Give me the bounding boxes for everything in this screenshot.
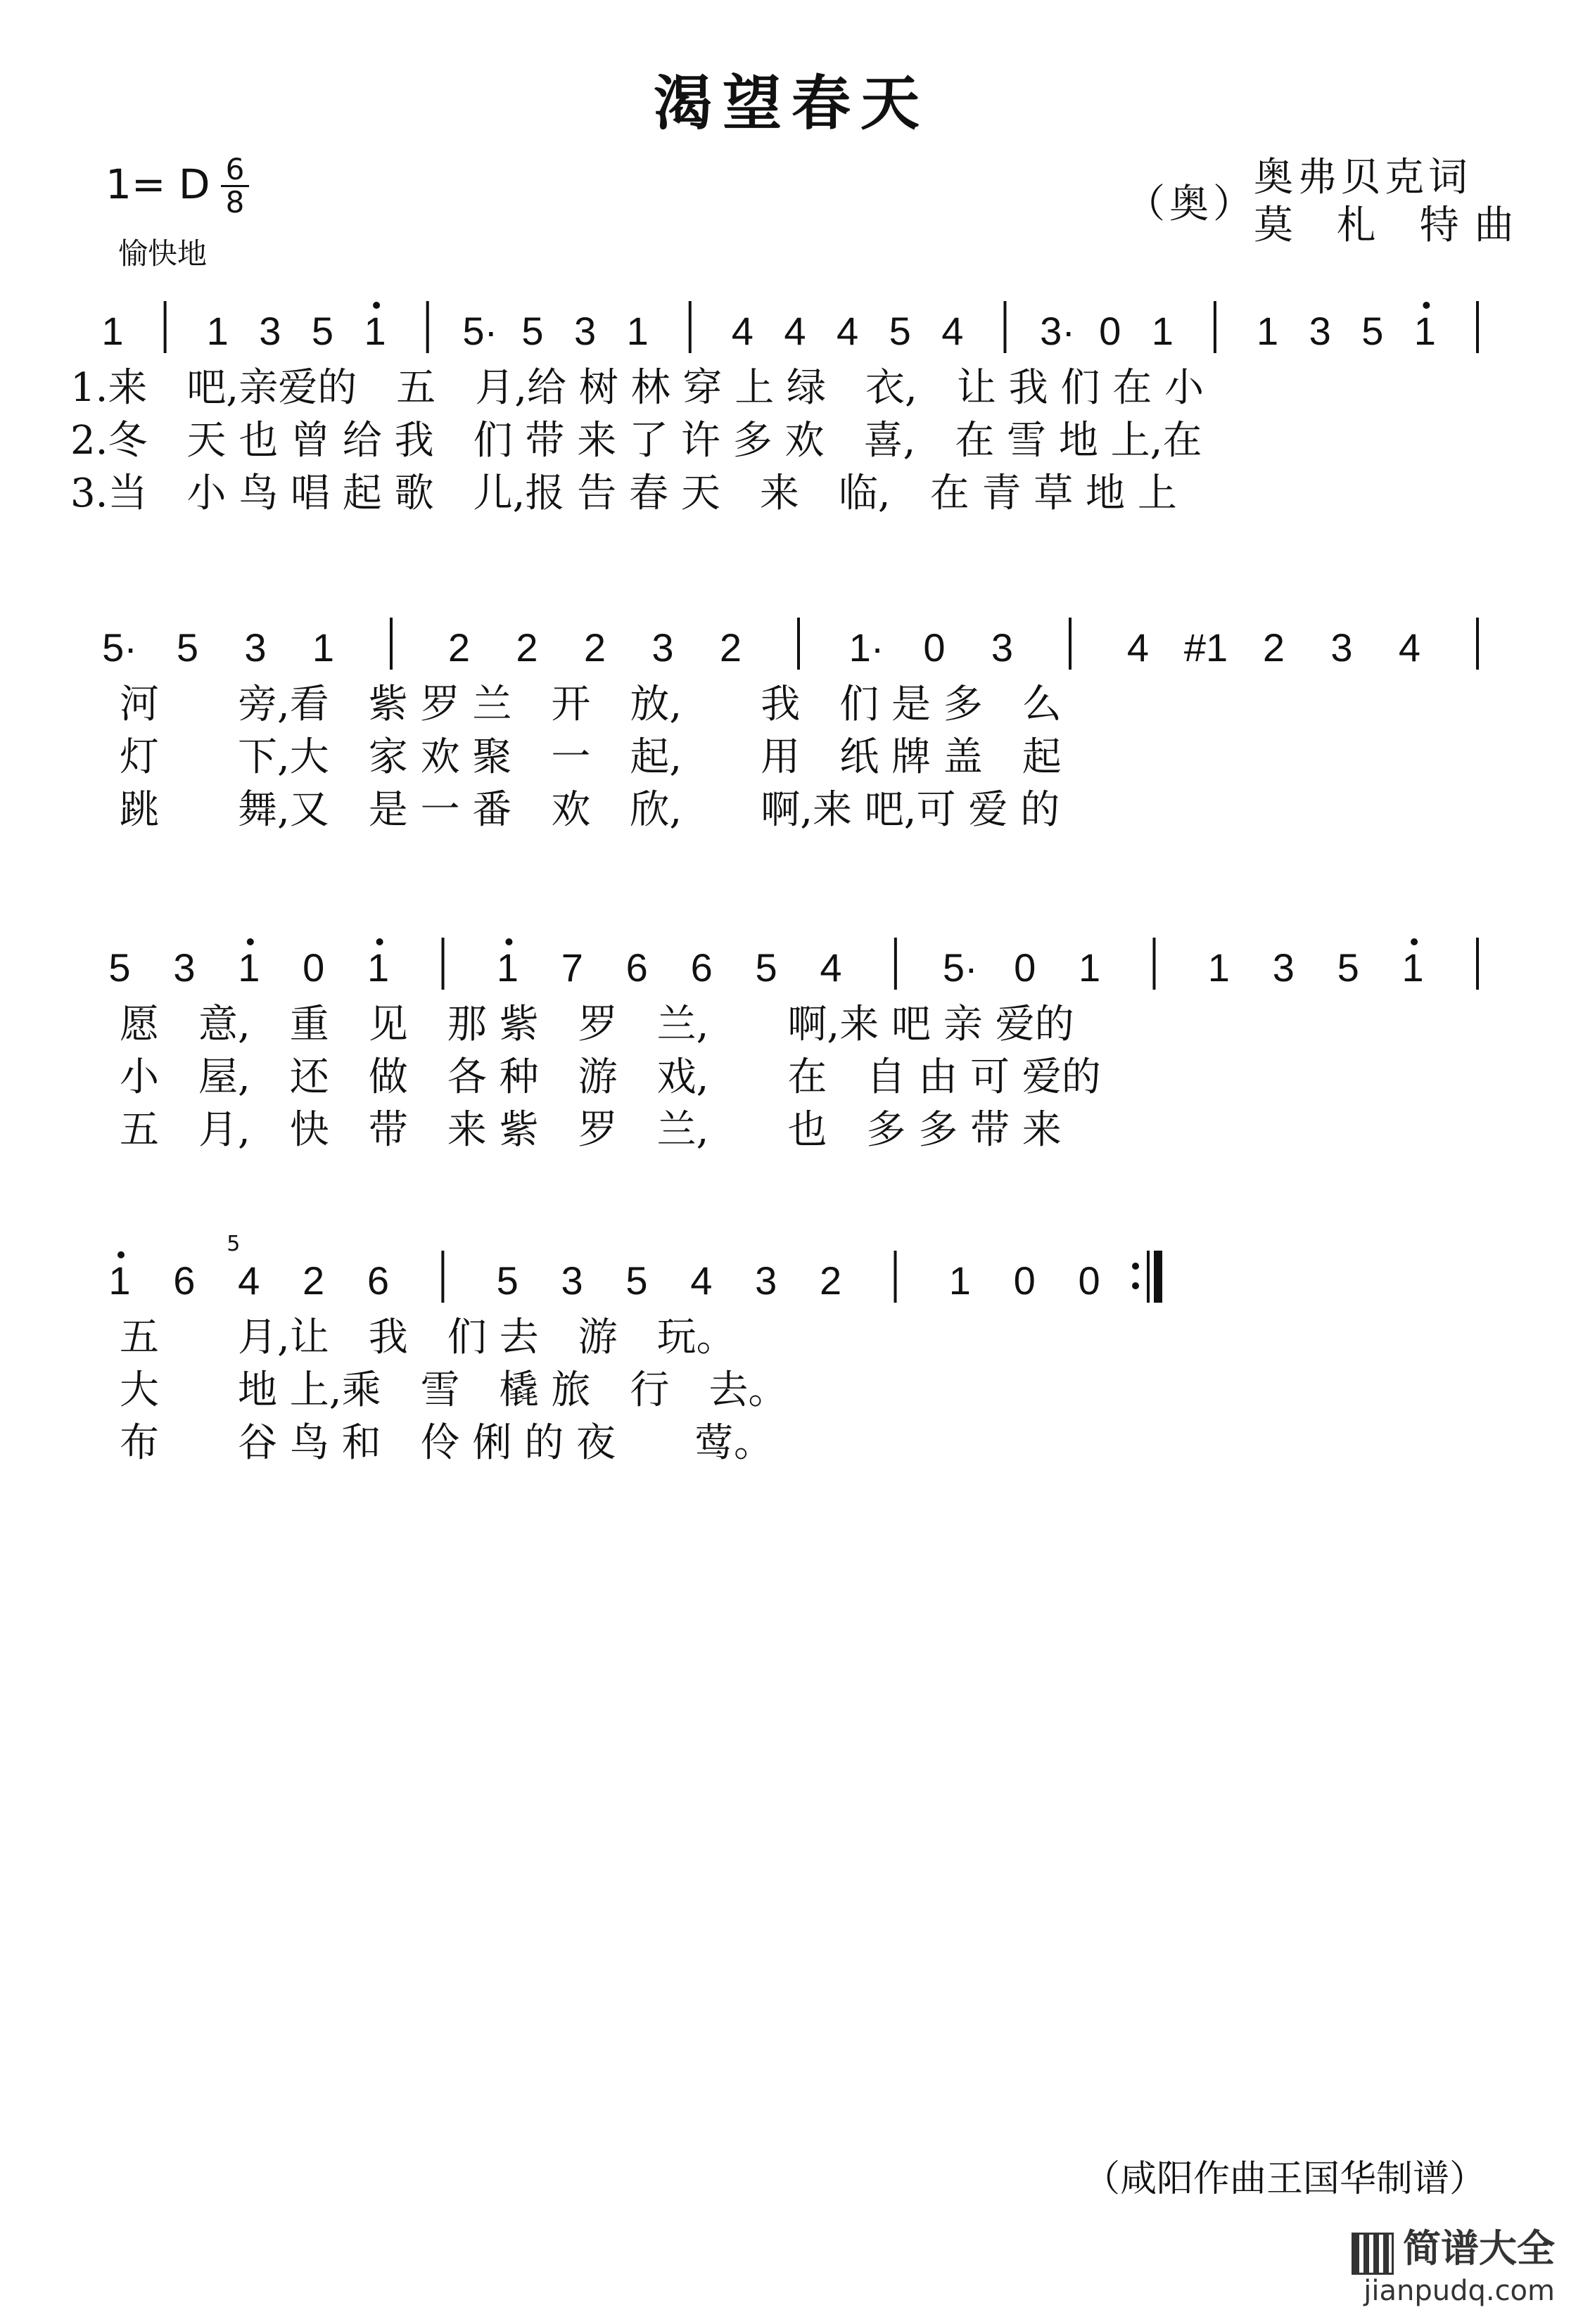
note: 1 bbox=[364, 309, 386, 353]
note: 7 bbox=[561, 945, 583, 990]
note: 3 bbox=[173, 945, 196, 990]
grace-note: 5 bbox=[227, 1232, 241, 1256]
note: 5· bbox=[102, 625, 137, 670]
note: 3 bbox=[991, 625, 1014, 670]
meter-top: 6 bbox=[225, 152, 245, 186]
lyric-line: 3.当 小 鸟 唱 起 歌 儿,报 告 春 天 来 临, 在 青 草 地 上 bbox=[70, 471, 1177, 516]
lyric-line: 灯 下,大 家 欢 聚 一 起, 用 纸 牌 盖 起 bbox=[120, 734, 1062, 780]
note: 5 bbox=[108, 945, 131, 990]
note: 5 bbox=[889, 309, 911, 353]
note: 5 bbox=[311, 309, 334, 353]
transcriber-credit: （咸阳作曲王国华制谱） bbox=[1083, 2158, 1487, 2200]
watermark-url: jianpudq.com bbox=[1363, 2275, 1555, 2307]
note: 3 bbox=[561, 1258, 583, 1303]
note: 2 bbox=[719, 625, 742, 670]
lyric-line: 五 月,让 我 们 去 游 玩。 bbox=[120, 1315, 736, 1360]
note: 1 bbox=[101, 309, 124, 353]
tempo-marking: 愉快地 bbox=[118, 236, 208, 271]
high-octave-dot bbox=[373, 302, 380, 309]
song-title: 渴望春天 bbox=[653, 68, 929, 138]
note: 4 bbox=[1126, 625, 1150, 670]
note: 4 bbox=[820, 945, 842, 990]
lyric-line: 布 谷 鸟 和 伶 俐 的 夜 莺。 bbox=[120, 1420, 774, 1466]
note: 1 bbox=[1151, 309, 1174, 353]
meter-bottom: 8 bbox=[225, 185, 245, 219]
note: 5 bbox=[1361, 309, 1384, 353]
note: 4 bbox=[941, 309, 964, 353]
note: 0 bbox=[1013, 1258, 1036, 1303]
lyric-line: 大 地 上,乘 雪 橇 旅 行 去。 bbox=[120, 1367, 788, 1413]
note: 1 bbox=[238, 945, 260, 990]
note: 1 bbox=[1207, 945, 1230, 990]
high-octave-dot bbox=[247, 938, 254, 945]
high-octave-dot bbox=[376, 938, 383, 945]
note: 3 bbox=[573, 309, 597, 353]
note: 5 bbox=[521, 309, 544, 353]
composer-credit: 莫 札 特曲 bbox=[1254, 203, 1530, 248]
note: 1 bbox=[1078, 945, 1101, 990]
repeat-dot bbox=[1132, 1282, 1139, 1289]
note: 5 bbox=[496, 1258, 519, 1303]
lyric-line: 1.来 吧,亲爱的 五 月,给 树 林 穿 上 绿 衣, 让 我 们 在 小 bbox=[70, 365, 1204, 411]
note: 1· bbox=[848, 625, 884, 670]
lyric-line: 小 屋, 还 做 各 种 游 戏, 在 自 由 可 爱的 bbox=[120, 1054, 1101, 1100]
lyricist-credit: 奥弗贝克词 bbox=[1254, 155, 1472, 200]
high-octave-dot bbox=[1411, 938, 1418, 945]
note: 1 bbox=[367, 945, 390, 990]
note: 1 bbox=[1401, 945, 1424, 990]
note: 1 bbox=[1256, 309, 1279, 353]
note: 4 bbox=[837, 309, 859, 353]
note: 6 bbox=[625, 945, 648, 990]
lyric-line: 2.冬 天 也 曾 给 我 们 带 来 了 许 多 欢 喜, 在 雪 地 上,在 bbox=[70, 418, 1202, 464]
note: 4 bbox=[731, 309, 754, 353]
note: 1 bbox=[108, 1258, 131, 1303]
note: 5· bbox=[462, 309, 498, 353]
repeat-dot bbox=[1132, 1263, 1139, 1270]
lyric-line: 河 旁,看 紫 罗 兰 开 放, 我 们 是 多 么 bbox=[120, 682, 1062, 727]
note: 3 bbox=[651, 625, 674, 670]
note: 1 bbox=[312, 625, 335, 670]
note: 4 bbox=[1398, 625, 1421, 670]
high-octave-dot bbox=[1423, 302, 1430, 309]
watermark-name: 简谱大全 bbox=[1403, 2226, 1555, 2271]
note: 1 bbox=[626, 309, 649, 353]
lyric-line: 五 月, 快 带 来 紫 罗 兰, 也 多 多 带 来 bbox=[120, 1107, 1062, 1153]
note: 0 bbox=[1014, 945, 1036, 990]
note: 6 bbox=[173, 1258, 196, 1303]
note: 3 bbox=[1272, 945, 1295, 990]
note: 4 bbox=[784, 309, 806, 353]
note: 3 bbox=[1330, 625, 1353, 670]
note: 2 bbox=[1262, 625, 1285, 670]
note: 5 bbox=[625, 1258, 648, 1303]
note: 2 bbox=[516, 625, 538, 670]
high-octave-dot bbox=[117, 1251, 125, 1258]
note: 2 bbox=[303, 1258, 325, 1303]
note: 2 bbox=[583, 625, 606, 670]
high-octave-dot bbox=[505, 938, 512, 945]
note: 0 bbox=[923, 625, 946, 670]
watermark bbox=[1352, 2218, 1555, 2307]
note: 5 bbox=[755, 945, 777, 990]
note: 2 bbox=[447, 625, 471, 670]
note: 1 bbox=[948, 1258, 971, 1303]
piano-logo-icon bbox=[1352, 2233, 1394, 2275]
note: 1 bbox=[496, 945, 519, 990]
note: 4 bbox=[238, 1258, 260, 1303]
note: 6 bbox=[367, 1258, 390, 1303]
note: 3 bbox=[244, 625, 267, 670]
note: 3 bbox=[1309, 309, 1331, 353]
note: #1 bbox=[1183, 625, 1228, 670]
note: 3 bbox=[259, 309, 281, 353]
lyric-line: 跳 舞,又 是 一 番 欢 欣, 啊,来 吧,可 爱 的 bbox=[120, 787, 1060, 833]
note: 5· bbox=[942, 945, 978, 990]
key-signature: 1= D bbox=[106, 160, 210, 208]
note: 6 bbox=[690, 945, 713, 990]
note: 5 bbox=[1337, 945, 1359, 990]
note: 2 bbox=[820, 1258, 842, 1303]
lyric-line: 愿 意, 重 见 那 紫 罗 兰, 啊,来 吧 亲 爱的 bbox=[120, 1002, 1074, 1047]
note: 5 bbox=[176, 625, 199, 670]
note: 0 bbox=[1078, 1258, 1100, 1303]
note: 1 bbox=[206, 309, 229, 353]
country-credit: （奥） bbox=[1126, 181, 1257, 227]
note: 0 bbox=[303, 945, 325, 990]
note: 3· bbox=[1040, 309, 1075, 353]
note: 1 bbox=[1413, 309, 1436, 353]
note: 4 bbox=[690, 1258, 713, 1303]
note: 3 bbox=[755, 1258, 777, 1303]
note: 0 bbox=[1099, 309, 1121, 353]
